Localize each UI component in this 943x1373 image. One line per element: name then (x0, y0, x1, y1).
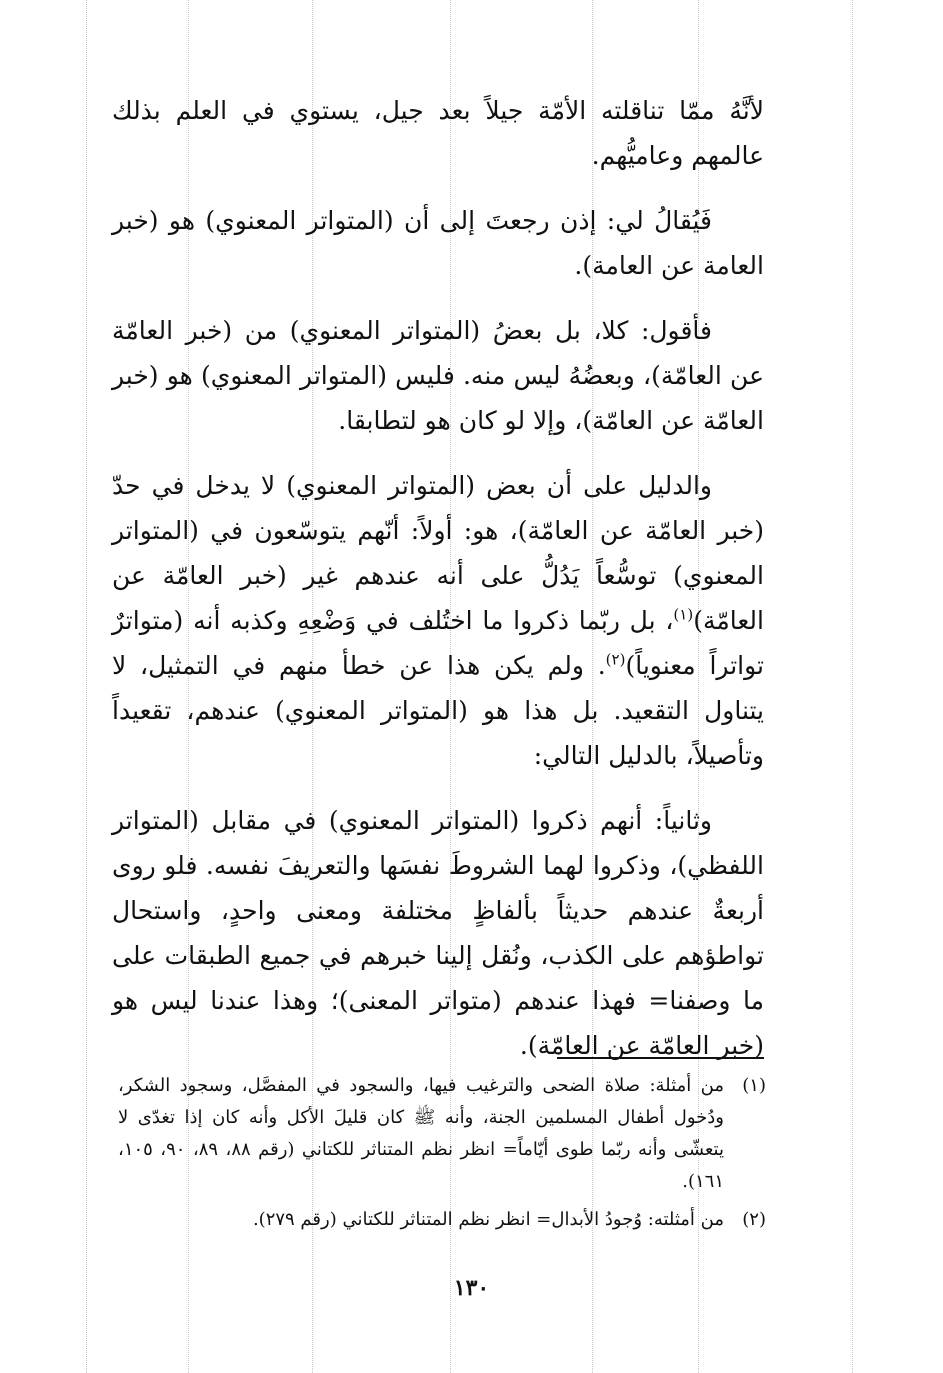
page-number: ١٣٠ (453, 1275, 490, 1301)
paragraph-3 (112, 308, 764, 443)
paragraph-4-text-b: ، بل ربّما ذكروا ما اختُلف في وَضْعِهِ وكذبه أنه (متواترٌ تواتراً معنوياً) (112, 606, 764, 680)
paragraph-1 (112, 88, 764, 178)
footnote-ref-2[interactable]: (٢) (605, 650, 626, 669)
page-body (112, 88, 764, 1088)
paragraph-2-text: فَيُقالُ لي: إذن رجعتَ إلى أن (المتواتر المعنوي) هو (خبر العامة عن العامة). (112, 206, 764, 280)
footnote-divider (557, 1057, 764, 1059)
scan-artifact-line (852, 0, 853, 1373)
paragraph-1-text: لأنَّهُ ممّا تناقلته الأمّة جيلاً بعد جيل، يستوي في العلم بذلك عالمهم وعاميُّهم. (112, 96, 764, 170)
paragraph-5-text: وثانياً: أنهم ذكروا (المتواتر المعنوي) في مقابل (المتواتر اللفظي)، وذكروا لهما الشروطَ نفسَها والتعريفَ نفسه. فلو روى أربعةٌ عندهم حديثاً بألفاظٍ مختلفة ومعنى واحدٍ، واستحال تواطؤهم على الكذب، ونُقل إلينا خبرهم في جميع الطبقات على ما وصفنا= فهذا عندهم (متواتر المعنى)؛ وهذا عندنا ليس هو (خبر العامّة عن العامّة). (112, 806, 764, 1060)
footnote-2-text: من أمثلته: وُجودُ الأبدال= انظر نظم المتناثر للكتاني (رقم ٢٧٩). (252, 1209, 724, 1230)
footnote-1-text: من أمثلة: صلاة الضحى والترغيب فيها، والسجود في المفصَّل، وسجود الشكر، ودُخول أطفال المسلمين الجنة، وأنه ﷺ كان قليلَ الأكل وأنه كان إذا تغدّى لا يتعشّى وأنه ربّما طوى أيّاماً= انظر نظم المتناثر للكتاني (رقم ٨٨، ٨٩، ٩٠، ١٠٥، ١٦١). (118, 1075, 724, 1192)
footnote-1-number: (١) (742, 1075, 766, 1096)
paragraph-5 (112, 798, 764, 1068)
paragraph-3-text: فأقول: كلا، بل بعضُ (المتواتر المعنوي) من (خبر العامّة عن العامّة)، وبعضُهُ ليس منه. فليس (المتواتر المعنوي) هو (خبر العامّة عن العامّة)، وإلا لو كان هو لتطابقا. (112, 316, 764, 435)
footnote-2 (118, 1204, 766, 1236)
footnote-ref-1[interactable]: (١) (673, 605, 694, 624)
paragraph-4-text-c: . ولم يكن هذا عن خطأ منهم في التمثيل، لا يتناول التقعيد. بل هذا هو (المتواتر المعنوي) عندهم، تقعيداً وتأصيلاً، بالدليل التالي: (112, 651, 764, 770)
scan-artifact-line (86, 0, 87, 1373)
paragraph-4-text-a: والدليل على أن بعض (المتواتر المعنوي) لا يدخل في حدّ (خبر العامّة عن العامّة)، هو: أولاً: أنّهم يتوسّعون في (المتواتر المعنوي) توسُّعاً يَدُلُّ على أنه عندهم غير (خبر العامّة عن العامّة) (112, 471, 764, 635)
footnote-1 (118, 1070, 766, 1198)
footnotes (118, 1070, 766, 1242)
paragraph-4 (112, 463, 764, 778)
footnote-2-number: (٢) (742, 1209, 766, 1230)
paragraph-2 (112, 198, 764, 288)
